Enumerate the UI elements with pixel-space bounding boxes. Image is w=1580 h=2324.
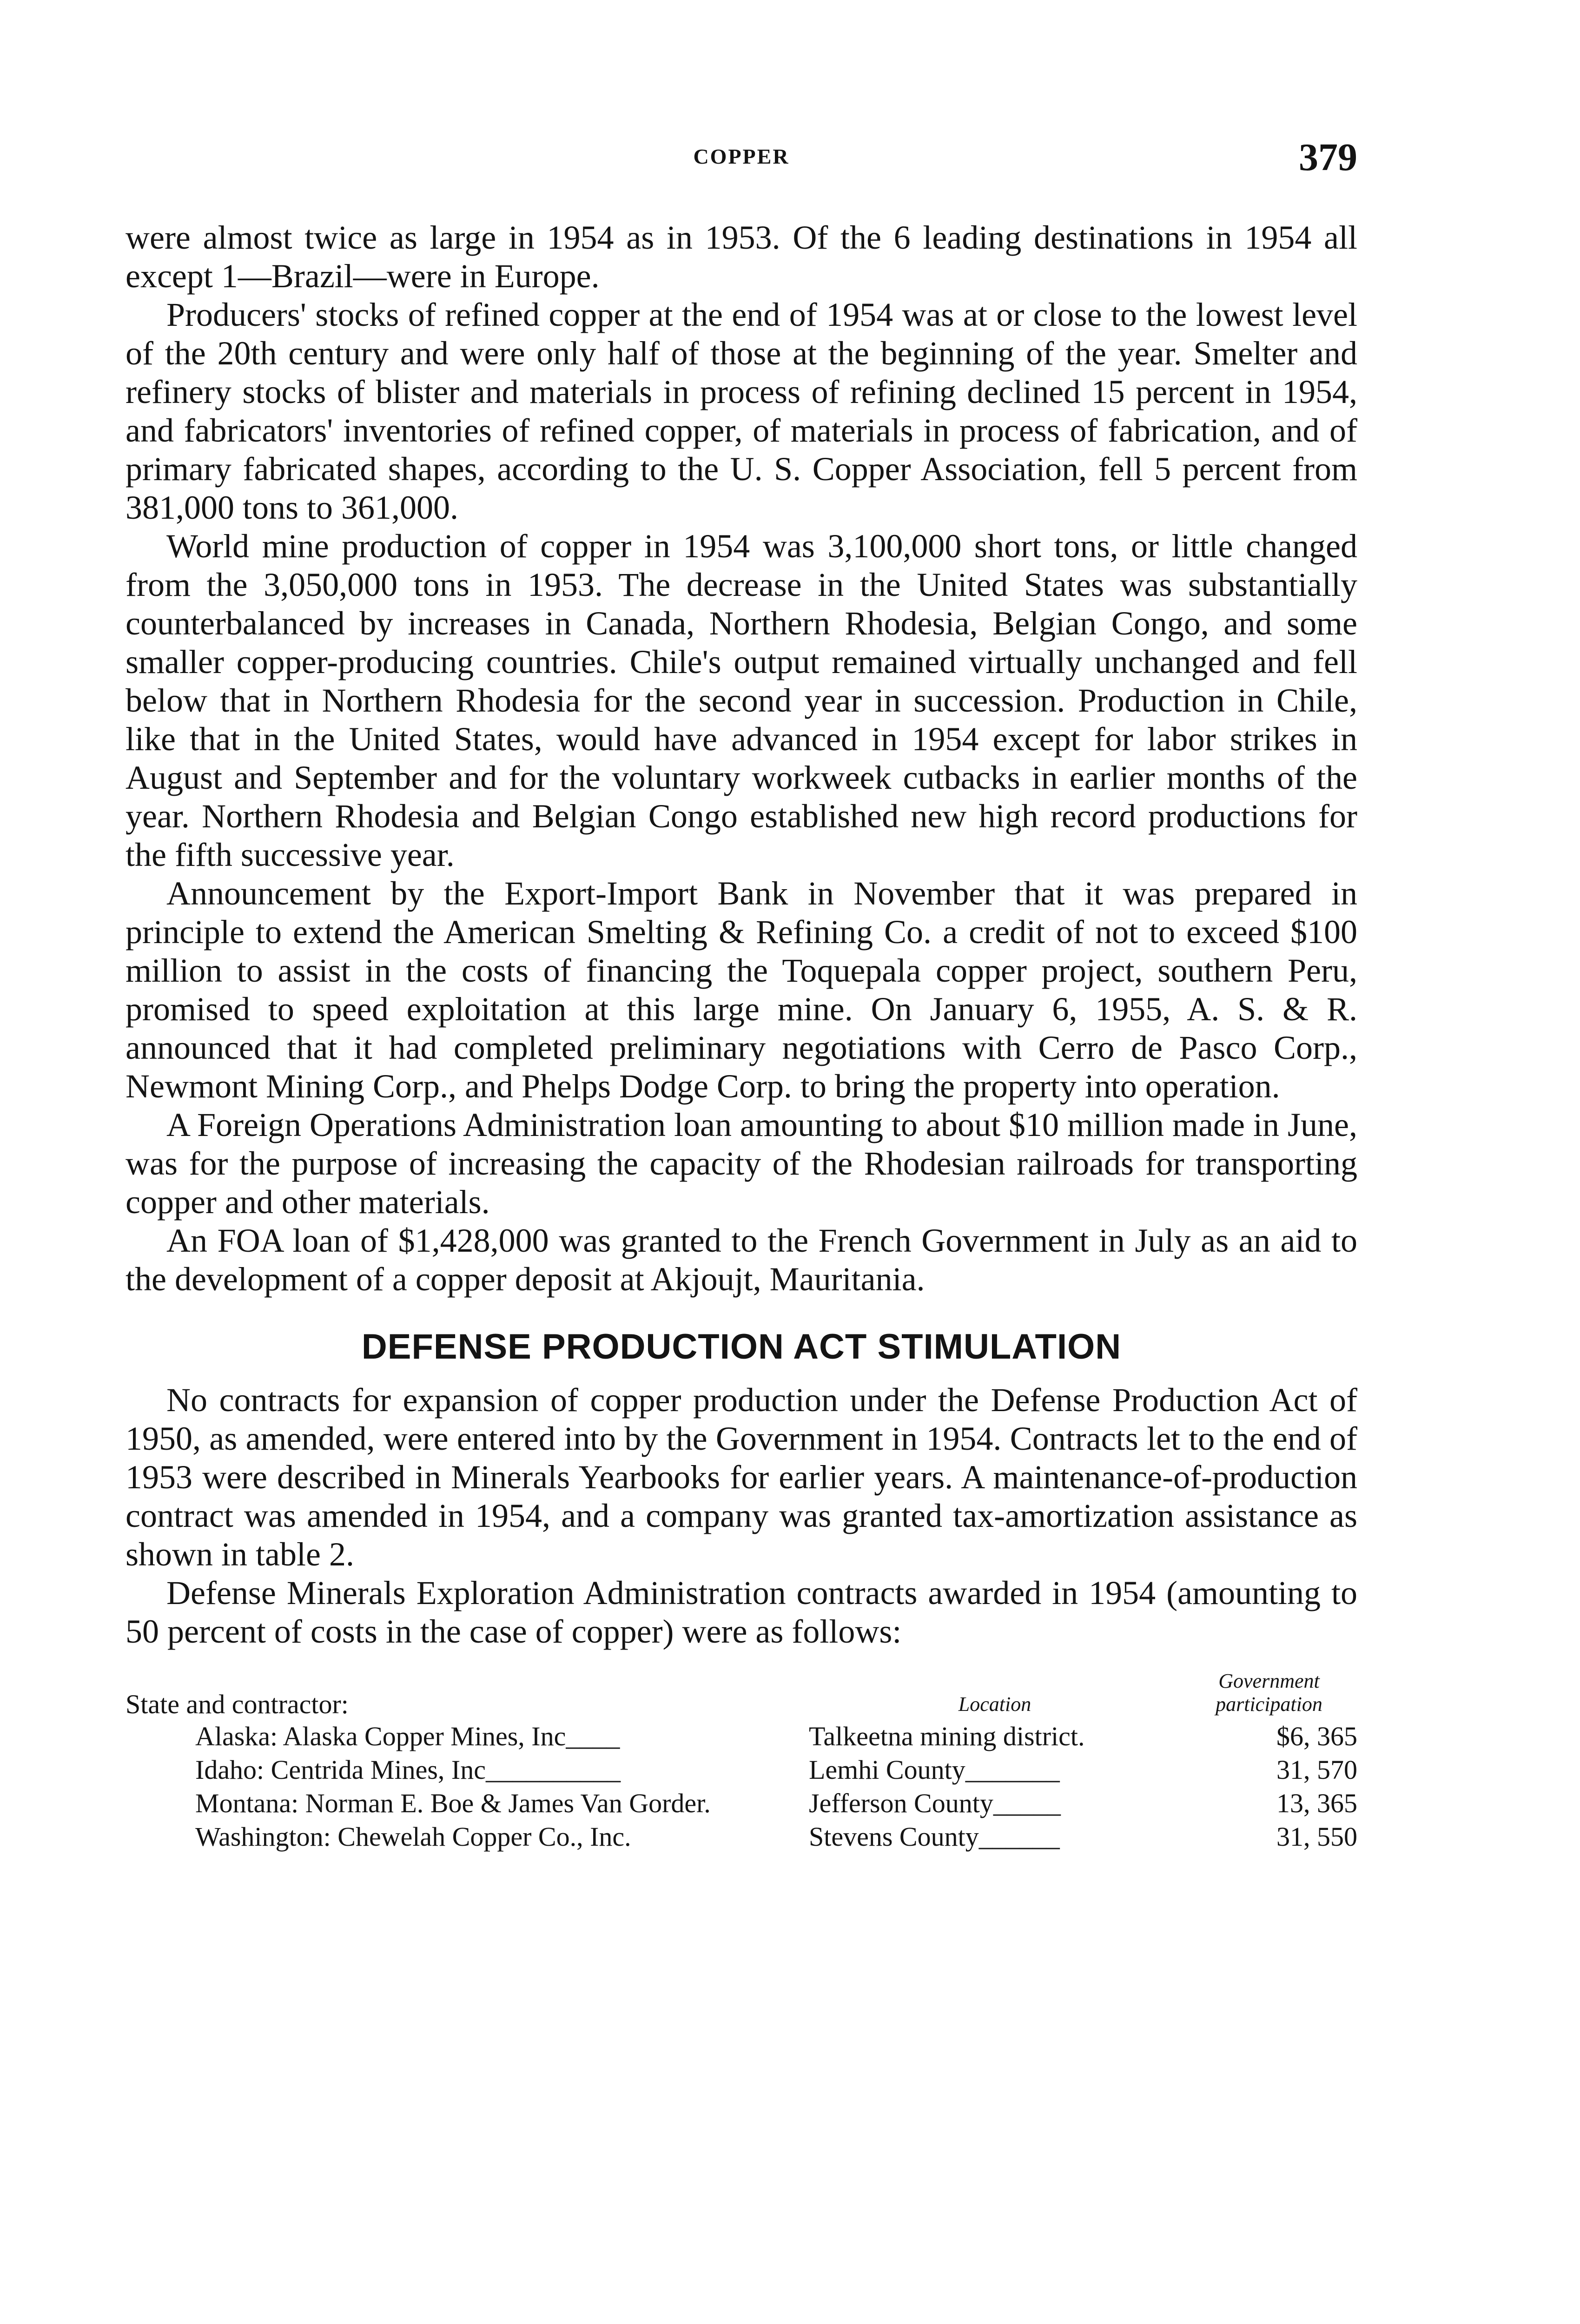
paragraph-world-production: World mine production of copper in 1954 was 3,100,000 short tons, or little changed from the 3,050,000 tons in 1953. The decrease in the United States was substantially counterbalanced by increases in Canada, Northern Rhodesia, Belgian Congo, and some smaller copper-producing countries. Chile's output remained virtually unchanged and fell below that in Northern Rhodesia for the second year in succession. Production in Chile, like that in the United States, would have advanced in 1954 except for labor strikes in August and September and for the voluntary workweek cutbacks in earlier months of the year. Northern Rhodesia and Belgian Congo established new high record productions for the fifth successive year.	[126, 528, 1357, 873]
location-cell: Lemhi County_______	[809, 1755, 1060, 1785]
table-row	[126, 1753, 1357, 1787]
table-row	[126, 1720, 1357, 1753]
location-cell: Talkeetna mining district.	[809, 1721, 1085, 1751]
running-head	[126, 135, 1357, 186]
location-cell: Jefferson County_____	[809, 1788, 1061, 1818]
contractor-cell: Idaho: Centrida Mines, Inc__________	[195, 1755, 621, 1785]
paragraph-export-import-bank: Announcement by the Export-Import Bank in November that it was prepared in principle to extend the American Smelting & Refining Co. a credit of not to exceed $100 million to assist in the costs of financing the Toquepala copper project, southern Peru, promised to speed exploitation at this large mine. On January 6, 1955, A. S. & R. announced that it had completed preliminary negotiations with Cerro de Pasco Corp., Newmont Mining Corp., and Phelps Dodge Corp. to bring the property into operation.	[126, 875, 1357, 1105]
table-row	[126, 1820, 1357, 1854]
dmea-contracts-table	[126, 1670, 1357, 1854]
amount-cell: $6, 365	[1276, 1721, 1357, 1751]
paragraph-dpa-contracts: No contracts for expansion of copper production under the Defense Production Act of 1950, as amended, were entered into by the Government in 1954. Contracts let to the end of 1953 were described in Minerals Yearbooks for earlier years. A maintenance-of-production contract was amended in 1954, and a company was granted tax-amortization assistance as shown in table 2.	[126, 1381, 1357, 1573]
header-gov-line2: participation	[1216, 1693, 1322, 1716]
amount-cell: 31, 570	[1276, 1755, 1357, 1785]
paragraph-dmea-contracts: Defense Minerals Exploration Administration contracts awarded in 1954 (amounting to 50 percent of costs in the case of copper) were as follows:	[126, 1574, 1357, 1650]
contractor-cell: Alaska: Alaska Copper Mines, Inc____	[195, 1721, 620, 1751]
page-number: 379	[1299, 136, 1357, 179]
header-location: Location	[958, 1693, 1031, 1716]
amount-cell: 31, 550	[1276, 1822, 1357, 1852]
contractor-cell: Washington: Chewelah Copper Co., Inc.	[195, 1822, 631, 1852]
location-cell: Stevens County______	[809, 1822, 1060, 1852]
running-title: COPPER	[693, 145, 790, 168]
table-row	[126, 1787, 1357, 1820]
header-government-participation	[1181, 1670, 1357, 1720]
paragraph-continued: were almost twice as large in 1954 as in 1953. Of the 6 leading destinations in 1954 all except 1—Brazil—were in Europe.	[126, 219, 1357, 295]
paragraph-foa-loan-rhodesia: A Foreign Operations Administration loan amounting to about $10 million made in June, was for the purpose of increasing the capacity of the Rhodesian railroads for transporting copper and other materials.	[126, 1106, 1357, 1221]
header-gov-line1: Government	[1218, 1670, 1320, 1692]
amount-cell: 13, 365	[1276, 1788, 1357, 1818]
table-header-row	[126, 1670, 1357, 1720]
section-heading: DEFENSE PRODUCTION ACT STIMULATION	[361, 1327, 1122, 1367]
contractor-cell: Montana: Norman E. Boe & James Van Gorder.	[195, 1788, 711, 1818]
header-contractor: State and contractor:	[126, 1689, 349, 1719]
paragraph-foa-loan-mauritania: An FOA loan of $1,428,000 was granted to the French Government in July as an aid to the development of a copper deposit at Akjoujt, Mauritania.	[126, 1222, 1357, 1298]
paragraph-producers-stocks: Producers' stocks of refined copper at the end of 1954 was at or close to the lowest level of the 20th century and were only half of those at the beginning of the year. Smelter and refinery stocks of blister and materials in process of refining declined 15 percent in 1954, and fabricators' inventories of refined copper, of materials in process of fabrication, and of primary fabricated shapes, according to the U. S. Copper Association, fell 5 percent from 381,000 tons to 361,000.	[126, 296, 1357, 526]
page-content	[126, 218, 1357, 1854]
